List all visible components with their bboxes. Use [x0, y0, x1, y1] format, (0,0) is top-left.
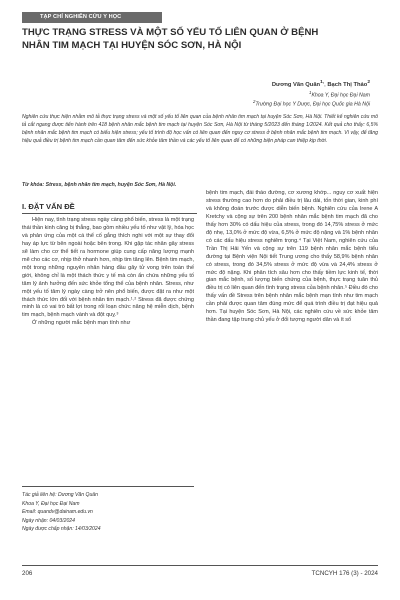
affiliation-superscript: 2: [252, 99, 256, 104]
keywords-line: [22, 182, 378, 188]
corresponding-author-box: [22, 486, 194, 534]
keywords-text: Stress, bệnh nhân tim mạch, huyện Sóc Sơn, Hà Nội.: [45, 182, 177, 188]
corresponding-affiliation: Khoa Y, Đại học Đại Nam: [22, 500, 80, 507]
section-divider: [22, 213, 197, 214]
body-paragraph: Ở những người mắc bệnh mạn tính như: [32, 320, 131, 327]
section-heading: I. ĐẶT VẤN ĐỀ: [22, 202, 75, 211]
body-column-left: [22, 217, 194, 328]
author-superscript: 2: [367, 80, 370, 85]
author-name: Bạch Thị Thảo: [327, 81, 368, 88]
received-date: Ngày nhận: 04/03/2024: [22, 517, 75, 524]
abstract: Nghiên cứu thực hiện nhằm mô tả thực trạng stress và một số yếu tố liên quan của bệnh nhân tim mạch tại huyện Sóc Sơn, Hà Nội. Thiết kế nghiên cứu mô tả cắt ngang được tiến hành trên 418 bệnh nhân mắc bệnh tim mạch tại huyện Sóc Sơn, Hà Nội từ tháng 5/2023 đến tháng 1/2024. Kết quả cho thấy: 6,5% bệnh nhân mắc bệnh tim mạch có biểu hiện stress; yếu tố trình độ học vấn có liên quan đến nguy cơ stress ở bệnh nhân mắc bệnh tim mạch. Vì vậy, để tăng hiệu quả điều trị bệnh tim mạch cần quan tâm đến sức khỏe tâm thần và các yếu tố liên quan để có những biện pháp can thiệp kịp thời.: [22, 114, 378, 144]
body-paragraph: bệnh tim mạch, đái tháo đường, cơ xương khớp... nguy cơ xuất hiện stress thường cao hơn do phải điều trị lâu dài, tốn thời gian, kinh phí và không đoán trước được diễn biến bệnh. Nghiên cứu của Irene A Kretchy và cộng sự trên 200 bệnh nhân mắc bệnh tim mạch đã cho thấy hơn 30% có dấu hiệu của stress, trong đó 14,75% stress ở mức độ nhẹ, 13,0% ở mức độ vừa, 6,5% ở mức độ nặng và 1% bệnh nhân có các dấu hiệu stress nghiêm trọng.⁴ Tại Việt Nam, nghiên cứu của Trần Thị Hải Yến và cộng sự trên 119 bệnh nhân mắc bệnh tiểu đường tại Bệnh viện Nội tiết Trung ương cho thấy 58,9% bệnh nhân có stress, trong đó 34,5% stress ở mức độ vừa và 24,4% stress ở mức độ nặng. Khi phân tích sâu hơn cho thấy tiềm lực kinh tế, thời gian mắc bệnh, số lượng biến chứng của bệnh, thực trạng tuân thủ điều trị có liên quan đến tình trạng stress của bệnh nhân.⁵ Điều đó cho thấy vấn đề Stress trên bệnh nhân mắc bệnh mạn tính như tim mạch cần phải được quan tâm đúng mức để quá trình điều trị đạt hiệu quả hơn. Tại huyện Sóc Sơn, Hà Nội, các nghiên cứu về sức khỏe tâm thần đang tập trung chủ yếu ở đối tượng người dân và ít số: [206, 190, 378, 324]
author-line: [272, 80, 370, 88]
article-title: THỰC TRẠNG STRESS VÀ MỘT SỐ YẾU TỐ LIÊN QUAN Ở BỆNH NHÂN TIM MẠCH TẠI HUYỆN SÓC SƠN, HÀ NỘI: [22, 27, 319, 51]
affiliation: [253, 99, 370, 108]
corresponding-email: Email: quandv@dainam.edu.vn: [22, 509, 93, 516]
corresponding-author: Tác giả liên hệ: Dương Văn Quân: [22, 492, 98, 498]
author-separator: ,: [324, 81, 326, 88]
author-name: Dương Văn Quân: [271, 81, 321, 88]
body-column-right: [206, 190, 378, 325]
keywords-label: Từ khóa:: [22, 182, 45, 188]
accepted-date: Ngày được chấp nhận: 14/03/2024: [22, 526, 101, 533]
body-paragraph: Hiện nay, tình trạng stress ngày càng phổ biến, stress là một trạng thái thần kinh căng bị thẳng, bao gồm nhiều yếu tố như vật lý, hóa học và phản ứng của một cá thể cố gắng thích nghi với một sự thay đổi hay áp lực từ bên ngoài hoặc bên trong. Khi gặp tác nhân gây stress sẽ làm cho cơ thể tiết ra hormone giúp cung cấp năng lượng mạnh mẽ cho các cơ, nhịp thở nhanh hơn, nhịp tim tăng lên. Bệnh tim mạch, một trong những nguyên nhân hàng đầu gây tử vong trên toàn thế giới, không chỉ là một thách thức y tế mà còn ẩn chứa những yếu tố tâm lý ảnh hưởng đến sức khỏe tổng thể của bệnh nhân. Stress, như một yếu tố tâm lý ngày càng trở nên phổ biến, được đặt ra như một thách thức lớn đối với bệnh nhân tim mạch.¹˒² Stress đã được chứng minh là có vai trò bất lợi trong rối loạn chức năng hệ miễn dịch, bệnh tim mạch, bệnh mạch vành và đột quỵ.³: [22, 217, 194, 319]
affiliation-text: Trường Đại học Y Dược, Đại học Quốc gia Hà Nội: [255, 101, 370, 108]
page-number: 206: [22, 570, 33, 577]
author-superscript: 1,: [320, 80, 325, 85]
affiliation-text: Khoa Y, Đại học Đại Nam: [311, 92, 370, 99]
footer-divider: [22, 565, 378, 566]
affiliation: [309, 90, 370, 99]
journal-name-banner: TẠP CHÍ NGHIÊN CỨU Y HỌC: [22, 12, 162, 23]
affiliation-superscript: 1: [309, 90, 312, 95]
journal-issue: TCNCYH 176 (3) - 2024: [311, 570, 378, 577]
